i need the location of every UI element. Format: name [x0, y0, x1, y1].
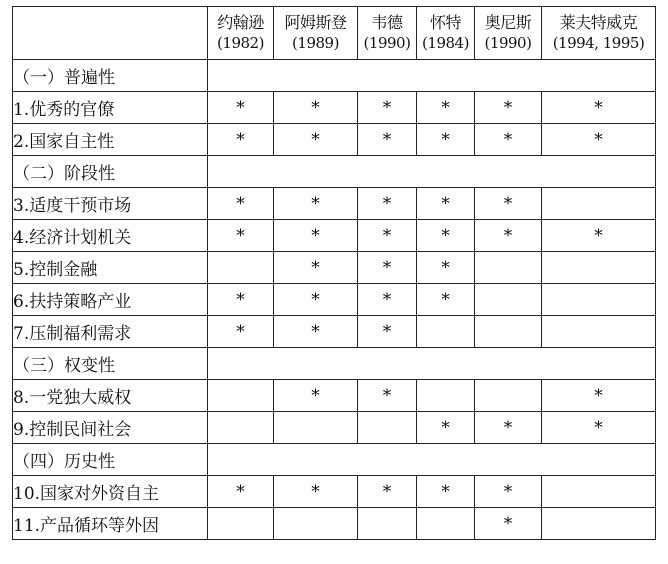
table-row	[13, 92, 656, 124]
column-header	[358, 7, 417, 60]
column-year: (1989)	[292, 34, 339, 52]
asterisk-mark: *	[475, 412, 542, 444]
column-header	[208, 7, 274, 60]
table-row	[13, 220, 656, 252]
asterisk-mark: *	[358, 252, 417, 284]
table-row	[13, 284, 656, 316]
asterisk-mark: *	[274, 188, 358, 220]
asterisk-mark: *	[358, 316, 417, 348]
table-row	[13, 316, 656, 348]
asterisk-mark: *	[208, 92, 274, 124]
comparison-table	[12, 6, 656, 540]
column-header	[274, 7, 358, 60]
cropped-caption-strip	[0, 558, 668, 564]
empty-cell	[542, 316, 656, 348]
empty-cell	[417, 508, 475, 540]
asterisk-mark: *	[542, 412, 656, 444]
empty-cell	[274, 508, 358, 540]
asterisk-mark: *	[358, 380, 417, 412]
section-row	[13, 156, 656, 188]
asterisk-mark: *	[208, 124, 274, 156]
asterisk-mark: *	[475, 476, 542, 508]
asterisk-mark: *	[417, 124, 475, 156]
empty-cell	[358, 508, 417, 540]
column-author: 阿姆斯登	[284, 13, 347, 32]
asterisk-mark: *	[475, 124, 542, 156]
row-label: 2.国家自主性	[13, 124, 208, 156]
table-body	[13, 60, 656, 540]
row-label: 4.经济计划机关	[13, 220, 208, 252]
empty-cell	[274, 412, 358, 444]
column-year: (1994, 1995)	[552, 34, 645, 52]
asterisk-mark: *	[274, 252, 358, 284]
asterisk-mark: *	[208, 284, 274, 316]
empty-cell	[542, 508, 656, 540]
table-row	[13, 252, 656, 284]
asterisk-mark: *	[358, 124, 417, 156]
empty-cell	[475, 252, 542, 284]
column-year: (1990)	[484, 34, 532, 52]
section-title: （三）权变性	[13, 348, 208, 380]
asterisk-mark: *	[208, 476, 274, 508]
column-header	[542, 7, 656, 60]
empty-cell	[208, 252, 274, 284]
empty-cell	[542, 476, 656, 508]
empty-cell	[542, 284, 656, 316]
row-label: 3.适度干预市场	[13, 188, 208, 220]
asterisk-mark: *	[274, 92, 358, 124]
row-label: 8.一党独大威权	[13, 380, 208, 412]
column-header	[475, 7, 542, 60]
asterisk-mark: *	[417, 220, 475, 252]
table-row	[13, 412, 656, 444]
asterisk-mark: *	[417, 92, 475, 124]
header-row	[13, 7, 656, 60]
row-label: 5.控制金融	[13, 252, 208, 284]
asterisk-mark: *	[475, 508, 542, 540]
empty-cell	[208, 380, 274, 412]
column-year: (1984)	[422, 34, 469, 52]
asterisk-mark: *	[475, 188, 542, 220]
column-author: 莱夫特威克	[559, 13, 638, 32]
row-label: 6.扶持策略产业	[13, 284, 208, 316]
asterisk-mark: *	[274, 124, 358, 156]
section-title: （一）普遍性	[13, 60, 208, 92]
empty-cell	[475, 284, 542, 316]
section-title: （四）历史性	[13, 444, 208, 476]
empty-cell	[417, 380, 475, 412]
row-label: 1.优秀的官僚	[13, 92, 208, 124]
asterisk-mark: *	[358, 476, 417, 508]
asterisk-mark: *	[542, 220, 656, 252]
column-author: 奥尼斯	[484, 13, 532, 32]
column-year: (1982)	[217, 34, 264, 52]
column-author: 约翰逊	[217, 13, 264, 32]
table-row	[13, 380, 656, 412]
section-spacer	[208, 60, 656, 92]
table-row	[13, 188, 656, 220]
table-row	[13, 476, 656, 508]
empty-cell	[208, 412, 274, 444]
asterisk-mark: *	[208, 316, 274, 348]
asterisk-mark: *	[274, 284, 358, 316]
asterisk-mark: *	[417, 412, 475, 444]
column-header	[417, 7, 475, 60]
asterisk-mark: *	[274, 220, 358, 252]
corner-cell	[13, 7, 208, 60]
empty-cell	[475, 316, 542, 348]
empty-cell	[542, 252, 656, 284]
asterisk-mark: *	[417, 284, 475, 316]
asterisk-mark: *	[542, 380, 656, 412]
asterisk-mark: *	[274, 476, 358, 508]
section-spacer	[208, 348, 656, 380]
empty-cell	[475, 380, 542, 412]
section-spacer	[208, 156, 656, 188]
asterisk-mark: *	[475, 92, 542, 124]
asterisk-mark: *	[417, 188, 475, 220]
row-label: 10.国家对外资自主	[13, 476, 208, 508]
asterisk-mark: *	[475, 220, 542, 252]
empty-cell	[358, 412, 417, 444]
section-title: （二）阶段性	[13, 156, 208, 188]
section-row	[13, 348, 656, 380]
asterisk-mark: *	[208, 220, 274, 252]
section-row	[13, 444, 656, 476]
column-year: (1990)	[363, 34, 411, 52]
row-label: 11.产品循环等外因	[13, 508, 208, 540]
asterisk-mark: *	[417, 476, 475, 508]
asterisk-mark: *	[274, 316, 358, 348]
row-label: 9.控制民间社会	[13, 412, 208, 444]
table-row	[13, 124, 656, 156]
asterisk-mark: *	[208, 188, 274, 220]
asterisk-mark: *	[358, 220, 417, 252]
asterisk-mark: *	[542, 92, 656, 124]
table-row	[13, 508, 656, 540]
empty-cell	[417, 316, 475, 348]
empty-cell	[208, 508, 274, 540]
column-author: 韦德	[371, 13, 403, 32]
asterisk-mark: *	[358, 284, 417, 316]
column-author: 怀特	[429, 13, 461, 32]
asterisk-mark: *	[358, 92, 417, 124]
section-spacer	[208, 444, 656, 476]
row-label: 7.压制福利需求	[13, 316, 208, 348]
asterisk-mark: *	[274, 380, 358, 412]
asterisk-mark: *	[358, 188, 417, 220]
section-row	[13, 60, 656, 92]
asterisk-mark: *	[417, 252, 475, 284]
empty-cell	[542, 188, 656, 220]
asterisk-mark: *	[542, 124, 656, 156]
